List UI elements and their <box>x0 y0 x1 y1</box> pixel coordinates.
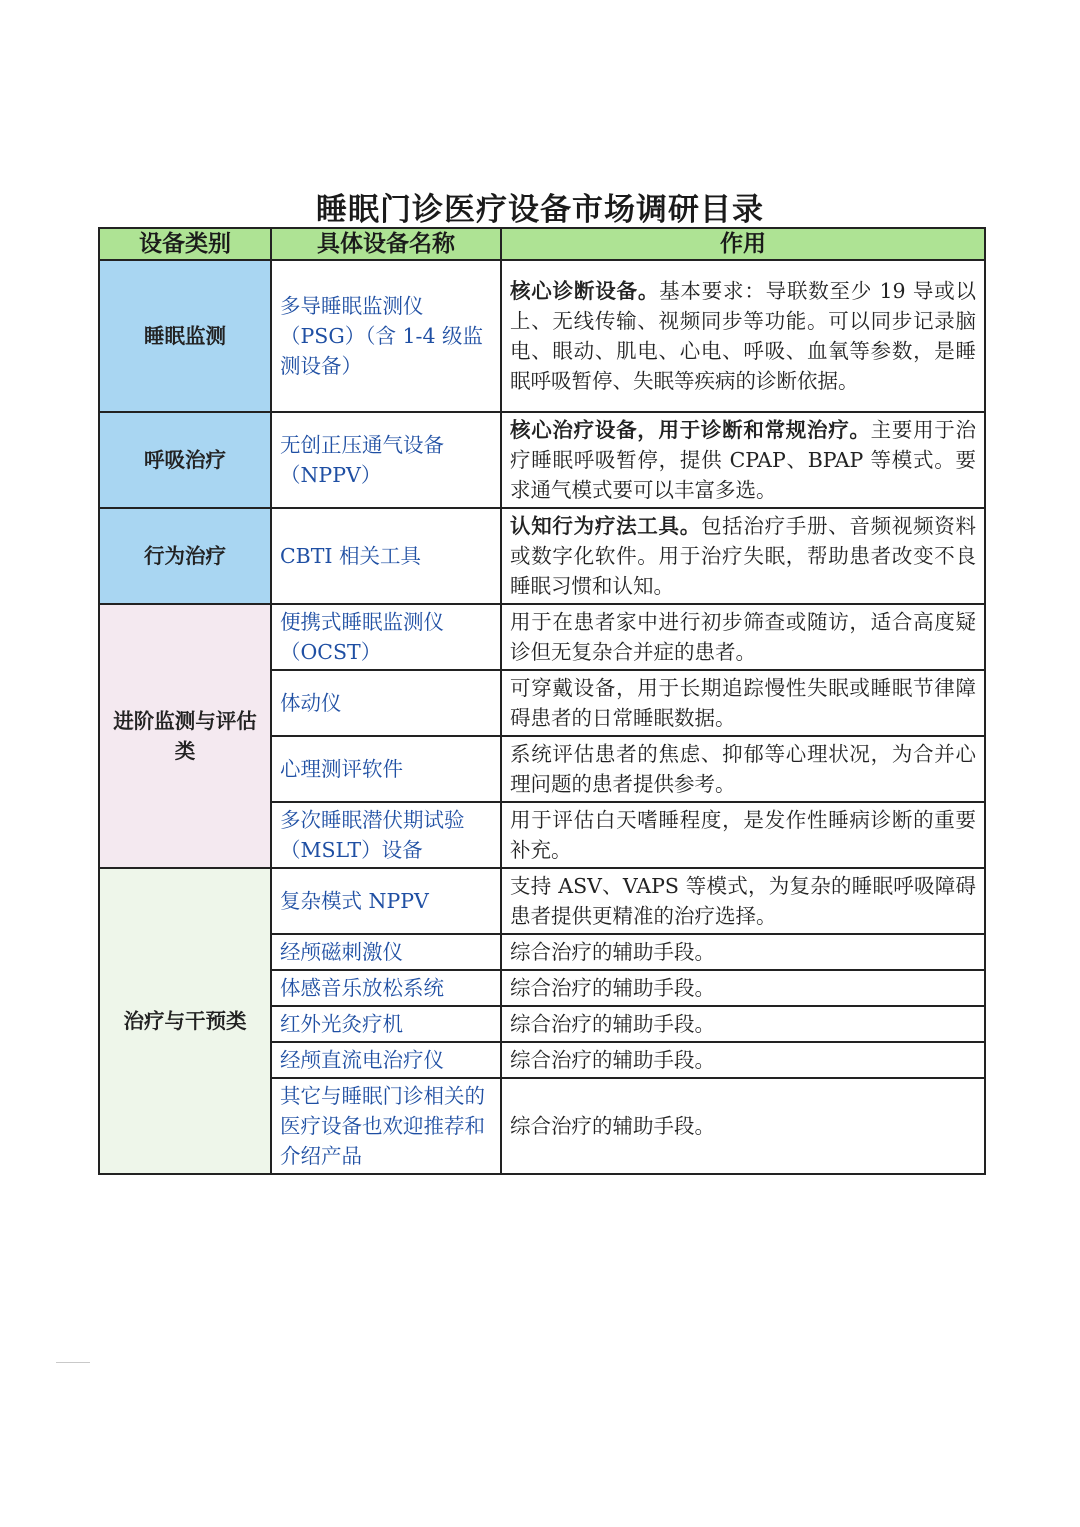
device-name: 多次睡眠潜伏期试验（MSLT）设备 <box>271 802 501 868</box>
table-row <box>99 412 985 508</box>
device-purpose: 综合治疗的辅助手段。 <box>501 1042 985 1078</box>
device-purpose: 系统评估患者的焦虑、抑郁等心理状况，为合并心理问题的患者提供参考。 <box>501 736 985 802</box>
category-cell: 进阶监测与评估类 <box>99 604 271 868</box>
device-name: 经颅直流电治疗仪 <box>271 1042 501 1078</box>
category-cell: 治疗与干预类 <box>99 868 271 1174</box>
table-row <box>99 508 985 604</box>
table-header-row <box>99 228 985 260</box>
device-purpose: 可穿戴设备，用于长期追踪慢性失眠或睡眠节律障碍患者的日常睡眠数据。 <box>501 670 985 736</box>
device-purpose: 综合治疗的辅助手段。 <box>501 934 985 970</box>
page-title: 睡眠门诊医疗设备市场调研目录 <box>316 192 764 228</box>
device-name: 红外光灸疗机 <box>271 1006 501 1042</box>
device-name: 无创正压通气设备（NPPV） <box>271 412 501 508</box>
purpose-highlight: 核心治疗设备，用于诊断和常规治疗。 <box>510 418 871 442</box>
table-row <box>99 604 985 670</box>
device-purpose <box>501 412 985 508</box>
device-purpose <box>501 508 985 604</box>
table-row <box>99 260 985 412</box>
purpose-highlight: 核心诊断设备。 <box>510 279 660 303</box>
device-name: 经颅磁刺激仪 <box>271 934 501 970</box>
category-cell: 睡眠监测 <box>99 260 271 412</box>
device-purpose: 用于评估白天嗜睡程度，是发作性睡病诊断的重要补充。 <box>501 802 985 868</box>
category-cell: 行为治疗 <box>99 508 271 604</box>
device-purpose: 综合治疗的辅助手段。 <box>501 1006 985 1042</box>
device-purpose: 综合治疗的辅助手段。 <box>501 1078 985 1174</box>
device-name: 体感音乐放松系统 <box>271 970 501 1006</box>
purpose-text: 基本要求：导联数至少 19 导或以上、无线传输、视频同步等功能。可以同步记录脑电、眼动、肌电、心电、呼吸、血氧等参数，是睡眠呼吸暂停、失眠等疾病的诊断依据。 <box>510 279 976 393</box>
device-name: 复杂模式 NPPV <box>271 868 501 934</box>
scan-mark <box>56 1362 90 1363</box>
device-name: CBTI 相关工具 <box>271 508 501 604</box>
device-purpose: 支持 ASV、VAPS 等模式，为复杂的睡眠呼吸障碍患者提供更精准的治疗选择。 <box>501 868 985 934</box>
device-name: 心理测评软件 <box>271 736 501 802</box>
purpose-highlight: 认知行为疗法工具。 <box>510 514 701 538</box>
device-name: 其它与睡眠门诊相关的医疗设备也欢迎推荐和介绍产品 <box>271 1078 501 1174</box>
table-row <box>99 868 985 934</box>
category-cell: 呼吸治疗 <box>99 412 271 508</box>
device-purpose: 综合治疗的辅助手段。 <box>501 970 985 1006</box>
purpose-text: 包括治疗手册、音频视频资料或数字化软件。用于治疗失眠，帮助患者改变不良睡眠习惯和认知。 <box>510 514 977 598</box>
device-name: 体动仪 <box>271 670 501 736</box>
equipment-table <box>98 227 986 1175</box>
header-category: 设备类别 <box>99 228 271 260</box>
header-purpose: 作用 <box>501 228 985 260</box>
purpose-text: 主要用于治疗睡眠呼吸暂停，提供 CPAP、BPAP 等模式。要求通气模式要可以丰富多选。 <box>510 418 977 502</box>
device-name: 便携式睡眠监测仪（OCST） <box>271 604 501 670</box>
device-purpose <box>501 260 985 412</box>
device-name: 多导睡眠监测仪（PSG）（含 1-4 级监测设备） <box>271 260 501 412</box>
device-purpose: 用于在患者家中进行初步筛查或随访，适合高度疑诊但无复杂合并症的患者。 <box>501 604 985 670</box>
header-device: 具体设备名称 <box>271 228 501 260</box>
